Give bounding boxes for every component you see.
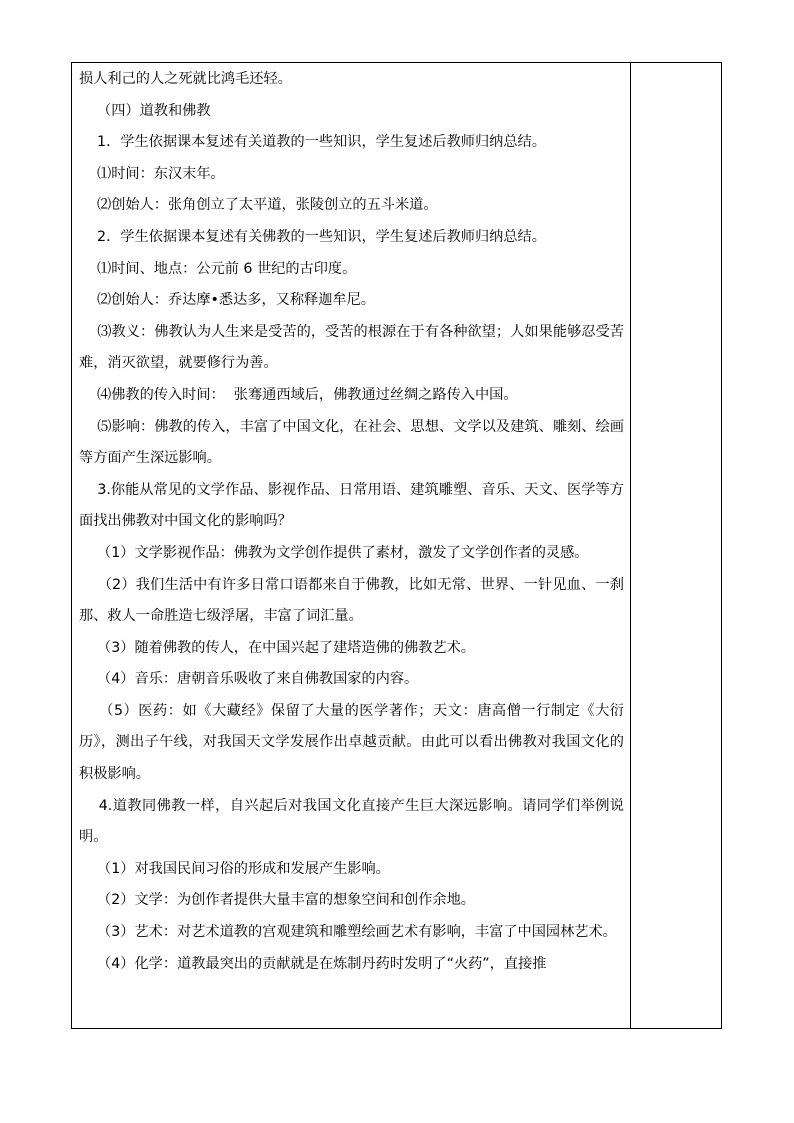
paragraph: ⑵创始人：张角创立了太平道，张陵创立的五斗米道。 — [79, 197, 438, 214]
paragraph: ⑴时间、地点：公元前 6 世纪的古印度。 — [79, 260, 357, 277]
paragraph: ⑵创始人：乔达摩•悉达多，又称释迦牟尼。 — [79, 292, 375, 309]
paragraph: 1．学生依据课本复述有关道教的一些知识，学生复述后教师归纳总结。 — [79, 134, 546, 151]
paragraph: （1）文学影视作品：佛教为文学创作提供了素材，激发了文学创作者的灵感。 — [79, 544, 589, 561]
paragraph: （2）文学：为创作者提供大量丰富的想象空间和创作余地。 — [79, 892, 475, 909]
paragraph: （3）艺术：对艺术道教的宫观建筑和雕塑绘画艺术有影响，丰富了中国园林艺术。 — [79, 924, 617, 941]
paragraph: 2．学生依据课本复述有关佛教的一些知识，学生复述后教师归纳总结。 — [79, 228, 546, 245]
paragraph: （4）化学：道教最突出的贡献就是在炼制丹药时发明了“火药”，直接推 — [79, 955, 547, 972]
paragraph: （2）我们生活中有许多日常口语都来自于佛教，比如无常、世界、一针见血、一刹那、救人一命胜造七级浮屠，丰富了词汇量。 — [79, 576, 624, 625]
paragraph: ⑷佛教的传入时间： 张骞通西域后，佛教通过丝绸之路传入中国。 — [79, 386, 518, 403]
paragraph: （3）随着佛教的传人，在中国兴起了建塔造佛的佛教艺术。 — [79, 639, 475, 656]
paragraph: ⑶教义：佛教认为人生来是受苦的，受苦的根源在于有各种欲望；人如果能够忍受苦难，消灭欲望，就要修行为善。 — [79, 323, 624, 372]
paragraph: ⑴时间：东汉末年。 — [79, 165, 225, 182]
lesson-content-cell — [72, 63, 630, 1028]
paragraph: 3.你能从常见的文学作品、影视作品、日常用语、建筑雕塑、音乐、天文、医学等方面找出佛教对中国文化的影响吗？ — [79, 481, 624, 530]
paragraph: （1）对我国民间习俗的形成和发展产生影响。 — [79, 860, 390, 877]
paragraph: （4）音乐：唐朝音乐吸收了来自佛教国家的内容。 — [79, 671, 419, 688]
paragraph: （5）医药：如《大藏经》保留了大量的医学著作；天文：唐高僧一行制定《大衍历》，测出子午线，对我国天文学发展作出卓越贡献。由此可以看出佛教对我国文化的积极影响。 — [79, 702, 624, 783]
notes-cell — [631, 63, 722, 1028]
section-heading: （四）道教和佛教 — [79, 102, 211, 119]
lesson-table — [71, 62, 722, 1029]
paragraph: 4.道教同佛教一样，自兴起后对我国文化直接产生巨大深远影响。请同学们举例说明。 — [79, 797, 624, 846]
paragraph: 损人利己的人之死就比鸿毛还轻。 — [79, 71, 292, 87]
paragraph: ⑸影响：佛教的传入，丰富了中国文化，在社会、思想、文学以及建筑、雕刻、绘画等方面产生深远影响。 — [79, 418, 624, 467]
